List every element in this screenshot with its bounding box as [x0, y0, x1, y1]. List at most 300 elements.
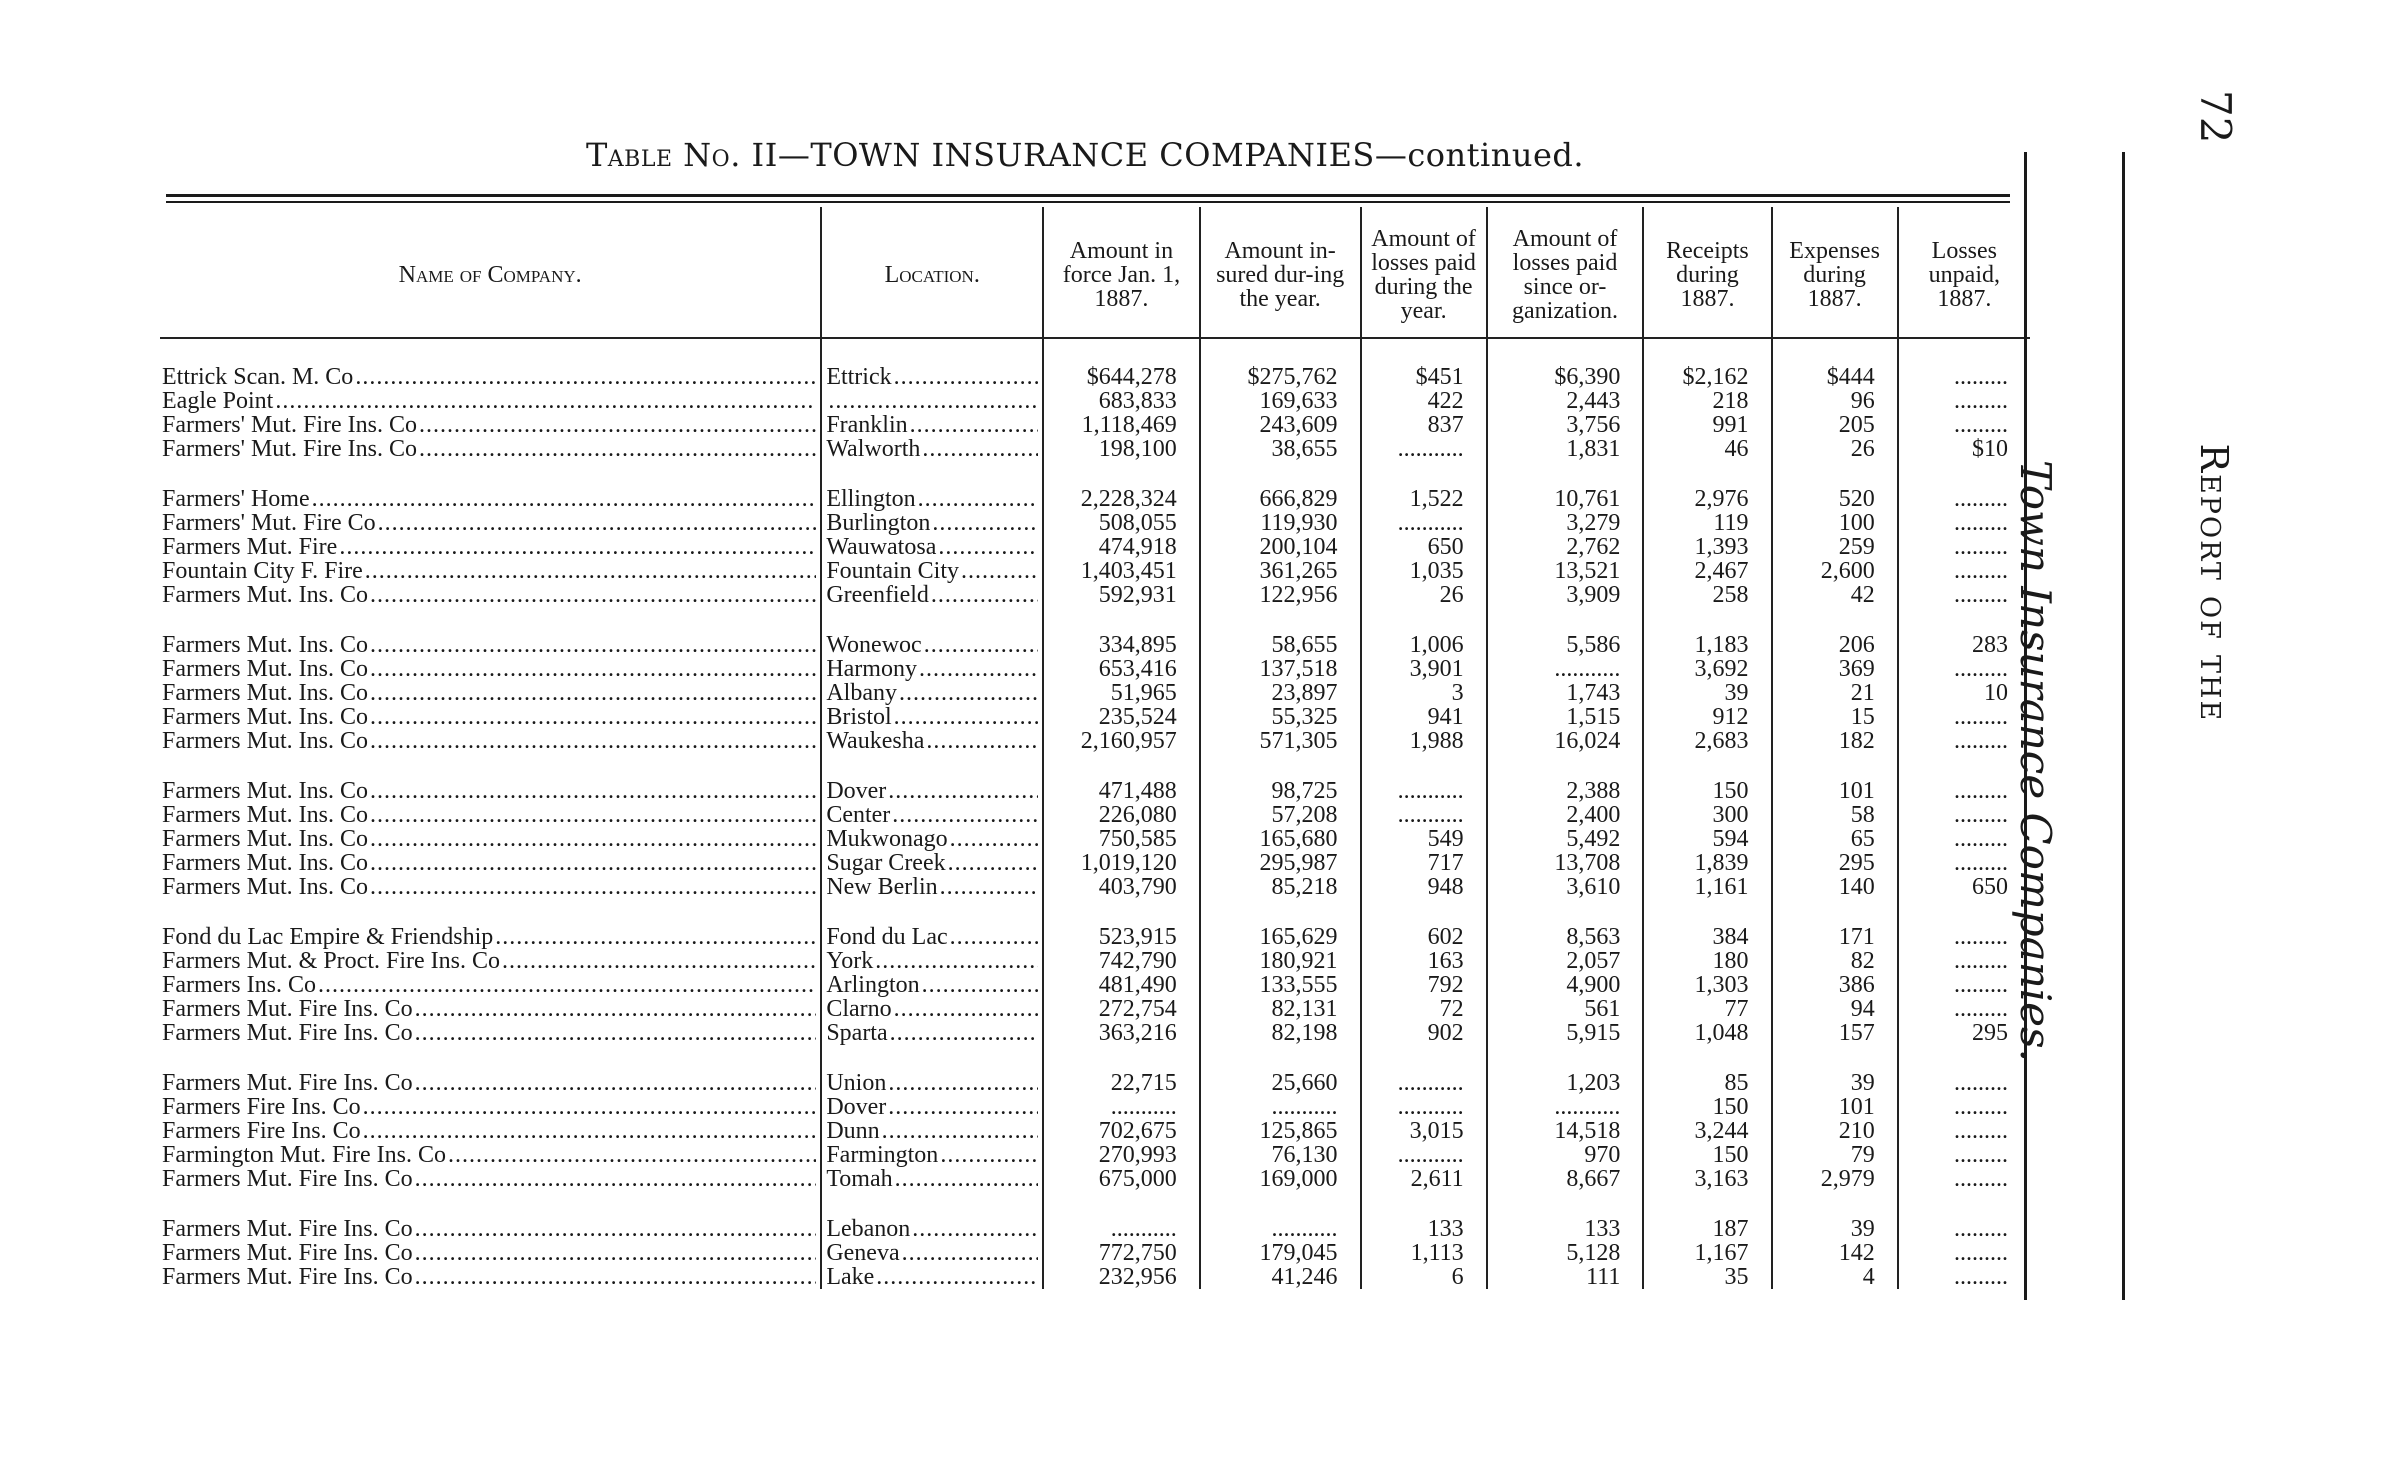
location-cell: [821, 1095, 1043, 1119]
company-name-cell: [160, 997, 821, 1021]
header-amount-force: Amount in force Jan. 1, 1887.: [1043, 207, 1200, 338]
header-receipts: Receipts during 1887.: [1643, 207, 1771, 338]
expenses-cell: 520: [1772, 487, 1898, 511]
losses-org-cell: $6,390: [1487, 338, 1644, 389]
losses-year-cell: ...........: [1361, 1071, 1487, 1095]
receipts-cell: 1,167: [1643, 1241, 1771, 1265]
expenses-cell: 39: [1772, 1217, 1898, 1241]
spacer-cell: [1487, 607, 1644, 633]
location: Burlington: [826, 511, 931, 535]
company-name: Farmers Mut. Fire: [162, 535, 338, 559]
table-row: [160, 389, 2030, 413]
insured-cell: 23,897: [1200, 681, 1361, 705]
receipts-cell: 991: [1643, 413, 1771, 437]
receipts-cell: 1,839: [1643, 851, 1771, 875]
losses-org-cell: 5,915: [1487, 1021, 1644, 1045]
table-title: [160, 136, 2010, 174]
force-cell: 481,490: [1043, 973, 1200, 997]
table-row: [160, 657, 2030, 681]
company-name: Farmers Fire Ins. Co: [162, 1095, 361, 1119]
insured-cell: 85,218: [1200, 875, 1361, 899]
unpaid-cell: .........: [1898, 511, 2030, 535]
receipts-cell: 1,161: [1643, 875, 1771, 899]
force-cell: 198,100: [1043, 437, 1200, 461]
unpaid-cell: .........: [1898, 1217, 2030, 1241]
company-name: Farmers Mut. Ins. Co: [162, 779, 368, 803]
unpaid-cell: .........: [1898, 559, 2030, 583]
expenses-cell: 157: [1772, 1021, 1898, 1045]
receipts-cell: 2,467: [1643, 559, 1771, 583]
title-rule-bottom: [166, 201, 2010, 203]
unpaid-cell: .........: [1898, 779, 2030, 803]
force-cell: ...........: [1043, 1217, 1200, 1241]
unpaid-cell: .........: [1898, 949, 2030, 973]
table-row: [160, 681, 2030, 705]
unpaid-cell: .........: [1898, 925, 2030, 949]
losses-org-cell: 2,388: [1487, 779, 1644, 803]
unpaid-cell: .........: [1898, 583, 2030, 607]
table-row: [160, 413, 2030, 437]
table-row: [160, 997, 2030, 1021]
spacer-cell: [1200, 1045, 1361, 1071]
insured-cell: 137,518: [1200, 657, 1361, 681]
company-name: Farmers Ins. Co: [162, 973, 316, 997]
spacer-cell: [160, 899, 821, 925]
location-cell: [821, 681, 1043, 705]
insured-cell: 169,633: [1200, 389, 1361, 413]
company-name-cell: [160, 973, 821, 997]
receipts-cell: 150: [1643, 1143, 1771, 1167]
losses-year-cell: 941: [1361, 705, 1487, 729]
expenses-cell: 58: [1772, 803, 1898, 827]
company-name-cell: [160, 705, 821, 729]
unpaid-cell: 10: [1898, 681, 2030, 705]
force-cell: 592,931: [1043, 583, 1200, 607]
location-cell: [821, 633, 1043, 657]
location: Dover: [826, 1095, 887, 1119]
expenses-cell: 259: [1772, 535, 1898, 559]
company-name-cell: [160, 827, 821, 851]
force-cell: 742,790: [1043, 949, 1200, 973]
spacer-cell: [160, 753, 821, 779]
insured-cell: 82,198: [1200, 1021, 1361, 1045]
header-location: Location.: [821, 207, 1043, 338]
company-name: Farmers' Mut. Fire Ins. Co: [162, 413, 417, 437]
unpaid-cell: 295: [1898, 1021, 2030, 1045]
company-name-cell: [160, 803, 821, 827]
header-expenses: Expenses during 1887.: [1772, 207, 1898, 338]
losses-year-cell: ...........: [1361, 803, 1487, 827]
force-cell: 2,228,324: [1043, 487, 1200, 511]
table-row: [160, 779, 2030, 803]
unpaid-cell: .........: [1898, 413, 2030, 437]
location: Tomah: [826, 1167, 893, 1191]
expenses-cell: 82: [1772, 949, 1898, 973]
losses-org-cell: 10,761: [1487, 487, 1644, 511]
unpaid-cell: .........: [1898, 729, 2030, 753]
group-spacer: [160, 753, 2030, 779]
company-name: Farmers' Mut. Fire Co: [162, 511, 376, 535]
location-cell: [821, 875, 1043, 899]
insured-cell: 122,956: [1200, 583, 1361, 607]
expenses-cell: 205: [1772, 413, 1898, 437]
losses-org-cell: 1,203: [1487, 1071, 1644, 1095]
unpaid-cell: .........: [1898, 1095, 2030, 1119]
company-name-cell: [160, 1119, 821, 1143]
table-row: [160, 1071, 2030, 1095]
table-row: [160, 559, 2030, 583]
spacer-cell: [821, 753, 1043, 779]
losses-org-cell: 133: [1487, 1217, 1644, 1241]
location: Wonewoc: [826, 633, 922, 657]
company-name: Farmers Mut. Fire Ins. Co: [162, 1071, 413, 1095]
expenses-cell: $444: [1772, 338, 1898, 389]
spacer-cell: [1043, 461, 1200, 487]
company-name-cell: [160, 1217, 821, 1241]
location-cell: [821, 729, 1043, 753]
force-cell: 51,965: [1043, 681, 1200, 705]
spacer-cell: [821, 899, 1043, 925]
losses-org-cell: 3,756: [1487, 413, 1644, 437]
receipts-cell: 150: [1643, 1095, 1771, 1119]
location: Sparta: [826, 1021, 888, 1045]
company-name: Farmers Mut. Ins. Co: [162, 827, 368, 851]
spacer-cell: [1200, 753, 1361, 779]
table-row: [160, 705, 2030, 729]
company-name-cell: [160, 1167, 821, 1191]
company-name-cell: [160, 681, 821, 705]
force-cell: 334,895: [1043, 633, 1200, 657]
expenses-cell: 142: [1772, 1241, 1898, 1265]
losses-org-cell: 1,515: [1487, 705, 1644, 729]
location: Dover: [826, 779, 887, 803]
receipts-cell: 2,976: [1643, 487, 1771, 511]
spacer-cell: [1772, 607, 1898, 633]
force-cell: 235,524: [1043, 705, 1200, 729]
insured-cell: 119,930: [1200, 511, 1361, 535]
group-spacer: [160, 899, 2030, 925]
unpaid-cell: .........: [1898, 827, 2030, 851]
spacer-cell: [1643, 899, 1771, 925]
company-name-cell: [160, 1071, 821, 1095]
location-cell: [821, 997, 1043, 1021]
location-cell: [821, 827, 1043, 851]
group-spacer: [160, 1191, 2030, 1217]
company-name: Farmers Mut. & Proct. Fire Ins. Co: [162, 949, 500, 973]
table-row: [160, 583, 2030, 607]
company-name-cell: [160, 535, 821, 559]
spacer-cell: [1643, 1045, 1771, 1071]
table-row: [160, 875, 2030, 899]
losses-year-cell: 549: [1361, 827, 1487, 851]
spacer-cell: [1643, 1191, 1771, 1217]
expenses-cell: 386: [1772, 973, 1898, 997]
margin-rule: [2122, 152, 2125, 1300]
header-name: Name of Company.: [160, 207, 821, 338]
receipts-cell: 180: [1643, 949, 1771, 973]
company-name-cell: [160, 875, 821, 899]
location-cell: [821, 1021, 1043, 1045]
location: Bristol: [826, 705, 892, 729]
location: Sugar Creek: [826, 851, 946, 875]
receipts-cell: 258: [1643, 583, 1771, 607]
location: Clarno: [826, 997, 892, 1021]
spacer-cell: [1772, 1045, 1898, 1071]
losses-org-cell: 3,610: [1487, 875, 1644, 899]
location: Ettrick: [826, 364, 892, 389]
location-cell: [821, 705, 1043, 729]
insured-cell: 179,045: [1200, 1241, 1361, 1265]
insured-cell: 361,265: [1200, 559, 1361, 583]
unpaid-cell: .........: [1898, 1265, 2030, 1289]
losses-org-cell: 16,024: [1487, 729, 1644, 753]
header-row: [160, 207, 2030, 338]
location: Union: [826, 1071, 887, 1095]
company-name-cell: [160, 487, 821, 511]
table-row: [160, 925, 2030, 949]
losses-year-cell: 1,006: [1361, 633, 1487, 657]
location-cell: [821, 487, 1043, 511]
spacer-cell: [1643, 607, 1771, 633]
location-cell: [821, 657, 1043, 681]
location-cell: [821, 949, 1043, 973]
company-name: Farmers Mut. Ins. Co: [162, 681, 368, 705]
losses-org-cell: 8,667: [1487, 1167, 1644, 1191]
company-name: Farmers Mut. Fire Ins. Co: [162, 997, 413, 1021]
losses-org-cell: 3,909: [1487, 583, 1644, 607]
insured-cell: 82,131: [1200, 997, 1361, 1021]
location-cell: [821, 1217, 1043, 1241]
company-name-cell: [160, 949, 821, 973]
company-name: Farmers Mut. Ins. Co: [162, 705, 368, 729]
table-row: [160, 535, 2030, 559]
spacer-cell: [160, 607, 821, 633]
force-cell: 750,585: [1043, 827, 1200, 851]
force-cell: 653,416: [1043, 657, 1200, 681]
insured-cell: 165,629: [1200, 925, 1361, 949]
insured-cell: 57,208: [1200, 803, 1361, 827]
company-name-cell: [160, 729, 821, 753]
insured-cell: 666,829: [1200, 487, 1361, 511]
location-cell: [821, 413, 1043, 437]
receipts-cell: 1,303: [1643, 973, 1771, 997]
table-row: [160, 487, 2030, 511]
unpaid-cell: 283: [1898, 633, 2030, 657]
location: Waukesha: [826, 729, 925, 753]
table-row: [160, 511, 2030, 535]
location: Harmony: [826, 657, 917, 681]
unpaid-cell: .........: [1898, 389, 2030, 413]
spacer-cell: [1487, 1191, 1644, 1217]
location-cell: [821, 511, 1043, 535]
losses-year-cell: 133: [1361, 1217, 1487, 1241]
company-name-cell: [160, 925, 821, 949]
receipts-cell: 384: [1643, 925, 1771, 949]
company-name: Farmers Mut. Fire Ins. Co: [162, 1217, 413, 1241]
force-cell: 1,403,451: [1043, 559, 1200, 583]
table-title-main: —TOWN INSURANCE COMPANIES—continued.: [777, 136, 1585, 174]
losses-org-cell: 14,518: [1487, 1119, 1644, 1143]
company-name: Farmers Mut. Ins. Co: [162, 875, 368, 899]
table-row: [160, 633, 2030, 657]
insured-cell: 98,725: [1200, 779, 1361, 803]
spacer-cell: [1772, 461, 1898, 487]
location: Greenfield: [826, 583, 929, 607]
page-number: 72: [2191, 90, 2240, 144]
insured-cell: 295,987: [1200, 851, 1361, 875]
losses-year-cell: 650: [1361, 535, 1487, 559]
expenses-cell: 369: [1772, 657, 1898, 681]
losses-year-cell: 72: [1361, 997, 1487, 1021]
header-losses-year: Amount of losses paid during the year.: [1361, 207, 1487, 338]
insured-cell: 41,246: [1200, 1265, 1361, 1289]
insured-cell: $275,762: [1200, 338, 1361, 389]
force-cell: 272,754: [1043, 997, 1200, 1021]
unpaid-cell: 650: [1898, 875, 2030, 899]
losses-org-cell: ...........: [1487, 1095, 1644, 1119]
losses-org-cell: 970: [1487, 1143, 1644, 1167]
expenses-cell: 100: [1772, 511, 1898, 535]
location: Dunn: [826, 1119, 880, 1143]
company-name-cell: [160, 1241, 821, 1265]
table-row: [160, 851, 2030, 875]
location-cell: [821, 1119, 1043, 1143]
spacer-cell: [1043, 607, 1200, 633]
force-cell: 675,000: [1043, 1167, 1200, 1191]
company-name-cell: [160, 1265, 821, 1289]
location: New Berlin: [826, 875, 938, 899]
group-spacer: [160, 461, 2030, 487]
spacer-cell: [1043, 1045, 1200, 1071]
losses-year-cell: 1,988: [1361, 729, 1487, 753]
table-row: [160, 1119, 2030, 1143]
losses-year-cell: 1,113: [1361, 1241, 1487, 1265]
losses-year-cell: 1,522: [1361, 487, 1487, 511]
force-cell: $644,278: [1043, 338, 1200, 389]
receipts-cell: 35: [1643, 1265, 1771, 1289]
spacer-cell: [1772, 899, 1898, 925]
table-row: [160, 338, 2030, 389]
table-row: [160, 729, 2030, 753]
location: Mukwonago: [826, 827, 948, 851]
expenses-cell: 295: [1772, 851, 1898, 875]
force-cell: 363,216: [1043, 1021, 1200, 1045]
insured-cell: ...........: [1200, 1095, 1361, 1119]
receipts-cell: 1,393: [1643, 535, 1771, 559]
receipts-cell: 3,163: [1643, 1167, 1771, 1191]
insured-cell: ...........: [1200, 1217, 1361, 1241]
force-cell: 471,488: [1043, 779, 1200, 803]
unpaid-cell: .........: [1898, 851, 2030, 875]
receipts-cell: 39: [1643, 681, 1771, 705]
expenses-cell: 94: [1772, 997, 1898, 1021]
company-name-cell: [160, 633, 821, 657]
company-name: Farmers Mut. Ins. Co: [162, 851, 368, 875]
spacer-cell: [1361, 1045, 1487, 1071]
header-amount-insured: Amount in-sured dur-ing the year.: [1200, 207, 1361, 338]
losses-year-cell: 1,035: [1361, 559, 1487, 583]
location-cell: [821, 1167, 1043, 1191]
company-name-cell: [160, 413, 821, 437]
location-cell: [821, 338, 1043, 389]
force-cell: 523,915: [1043, 925, 1200, 949]
table-row: [160, 437, 2030, 461]
receipts-cell: 3,692: [1643, 657, 1771, 681]
unpaid-cell: .........: [1898, 803, 2030, 827]
expenses-cell: 4: [1772, 1265, 1898, 1289]
spacer-cell: [1361, 1191, 1487, 1217]
table-row: [160, 1143, 2030, 1167]
insured-cell: 169,000: [1200, 1167, 1361, 1191]
expenses-cell: 2,979: [1772, 1167, 1898, 1191]
unpaid-cell: .........: [1898, 705, 2030, 729]
unpaid-cell: .........: [1898, 1167, 2030, 1191]
force-cell: 1,118,469: [1043, 413, 1200, 437]
group-spacer: [160, 607, 2030, 633]
losses-org-cell: 111: [1487, 1265, 1644, 1289]
receipts-cell: 594: [1643, 827, 1771, 851]
expenses-cell: 26: [1772, 437, 1898, 461]
company-name: Farmers Mut. Ins. Co: [162, 729, 368, 753]
losses-org-cell: 2,057: [1487, 949, 1644, 973]
spacer-cell: [821, 461, 1043, 487]
insured-cell: 165,680: [1200, 827, 1361, 851]
spacer-cell: [821, 1191, 1043, 1217]
losses-org-cell: 3,279: [1487, 511, 1644, 535]
table-row: [160, 1021, 2030, 1045]
losses-year-cell: 3,901: [1361, 657, 1487, 681]
table-row: [160, 1241, 2030, 1265]
location-cell: [821, 851, 1043, 875]
unpaid-cell: .........: [1898, 535, 2030, 559]
expenses-cell: 79: [1772, 1143, 1898, 1167]
company-name: Fountain City F. Fire: [162, 559, 363, 583]
table-body: [160, 338, 2030, 1289]
expenses-cell: 210: [1772, 1119, 1898, 1143]
receipts-cell: 3,244: [1643, 1119, 1771, 1143]
losses-org-cell: 5,492: [1487, 827, 1644, 851]
insured-cell: 125,865: [1200, 1119, 1361, 1143]
receipts-cell: 46: [1643, 437, 1771, 461]
losses-year-cell: 26: [1361, 583, 1487, 607]
losses-year-cell: 3,015: [1361, 1119, 1487, 1143]
spacer-cell: [160, 1191, 821, 1217]
header-losses-org: Amount of losses paid since or-ganization.: [1487, 207, 1644, 338]
losses-year-cell: ...........: [1361, 779, 1487, 803]
force-cell: 226,080: [1043, 803, 1200, 827]
location-cell: [821, 779, 1043, 803]
receipts-cell: 187: [1643, 1217, 1771, 1241]
insured-cell: 571,305: [1200, 729, 1361, 753]
spacer-cell: [821, 1045, 1043, 1071]
location-cell: [821, 1071, 1043, 1095]
receipts-cell: 85: [1643, 1071, 1771, 1095]
insured-cell: 25,660: [1200, 1071, 1361, 1095]
spacer-cell: [1043, 1191, 1200, 1217]
losses-org-cell: 561: [1487, 997, 1644, 1021]
losses-year-cell: ...........: [1361, 1143, 1487, 1167]
company-name: Eagle Point: [162, 389, 274, 413]
table-row: [160, 803, 2030, 827]
unpaid-cell: .........: [1898, 338, 2030, 389]
spacer-cell: [1361, 899, 1487, 925]
spacer-cell: [1772, 753, 1898, 779]
force-cell: 702,675: [1043, 1119, 1200, 1143]
spacer-cell: [1487, 753, 1644, 779]
expenses-cell: 65: [1772, 827, 1898, 851]
location-cell: [821, 1143, 1043, 1167]
location-cell: [821, 925, 1043, 949]
